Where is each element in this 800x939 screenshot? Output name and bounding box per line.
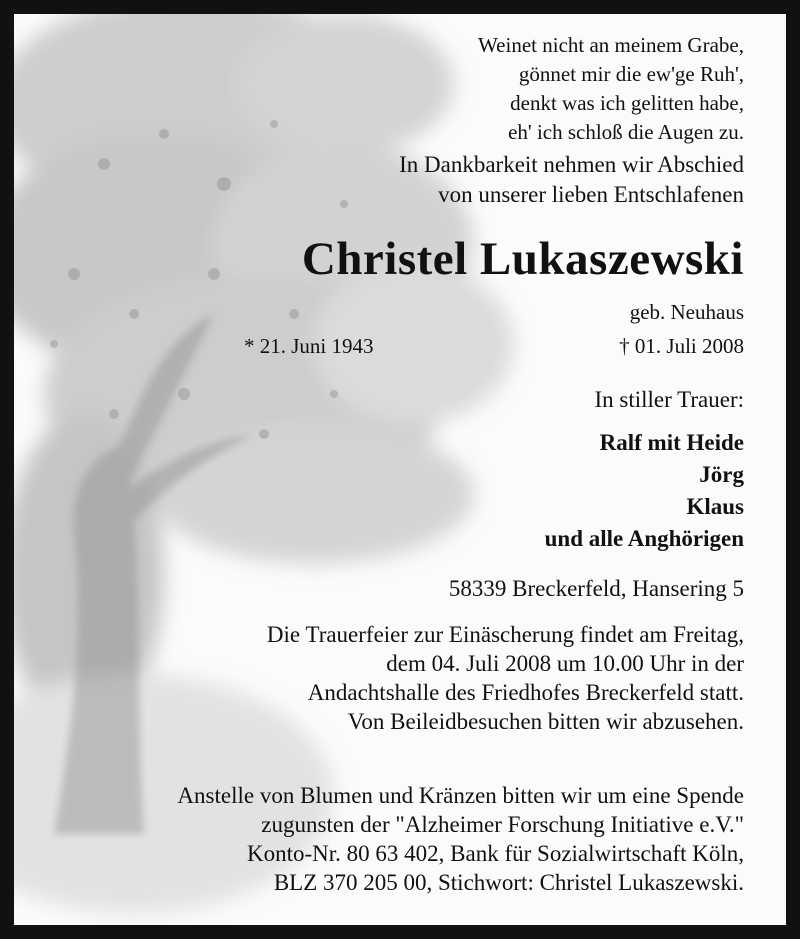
- funeral-line: Von Beileidbesuchen bitten wir abzusehen.: [347, 709, 744, 734]
- donation-line: zugunsten der "Alzheimer Forschung Initiative e.V.": [261, 812, 744, 837]
- mourner-name: Klaus: [686, 494, 744, 519]
- poem: [478, 31, 744, 147]
- poem-line: eh' ich schloß die Augen zu.: [508, 120, 744, 144]
- notice-text: [14, 14, 786, 925]
- donation-line: BLZ 370 205 00, Stichwort: Christel Lukaszewski.: [273, 870, 744, 895]
- mourners-intro: In stiller Trauer:: [594, 387, 744, 412]
- maiden-name: geb. Neuhaus: [629, 300, 744, 324]
- death-date: † 01. Juli 2008: [619, 334, 744, 358]
- funeral-line: dem 04. Juli 2008 um 10.00 Uhr in der: [386, 651, 744, 676]
- poem-line: denkt was ich gelitten habe,: [510, 91, 744, 115]
- mourner-name: Ralf mit Heide: [599, 430, 744, 455]
- poem-line: gönnet mir die ew'ge Ruh',: [518, 62, 744, 86]
- deceased-name: Christel Lukaszewski: [301, 233, 744, 285]
- thanks-line: In Dankbarkeit nehmen wir Abschied: [399, 152, 744, 177]
- mourner-name: und alle Anghörigen: [544, 526, 744, 551]
- funeral-line: Die Trauerfeier zur Einäscherung findet am Freitag,: [266, 622, 744, 647]
- thanks-line: von unserer lieben Entschlafenen: [438, 182, 744, 207]
- birth-date: * 21. Juni 1943: [244, 334, 374, 358]
- thanks-text: [399, 150, 744, 210]
- obituary-notice: [14, 14, 786, 925]
- funeral-line: Andachtshalle des Friedhofes Breckerfeld statt.: [307, 680, 744, 705]
- funeral-info: [267, 620, 744, 736]
- mourner-name: Jörg: [699, 462, 744, 487]
- donation-line: Konto-Nr. 80 63 402, Bank für Sozialwirtschaft Köln,: [247, 841, 744, 866]
- mourner-list: [545, 427, 744, 555]
- donation-line: Anstelle von Blumen und Kränzen bitten wir um eine Spende: [177, 783, 744, 808]
- donation-info: [177, 781, 744, 897]
- poem-line: Weinet nicht an meinem Grabe,: [478, 33, 744, 57]
- address: 58339 Breckerfeld, Hansering 5: [448, 576, 744, 601]
